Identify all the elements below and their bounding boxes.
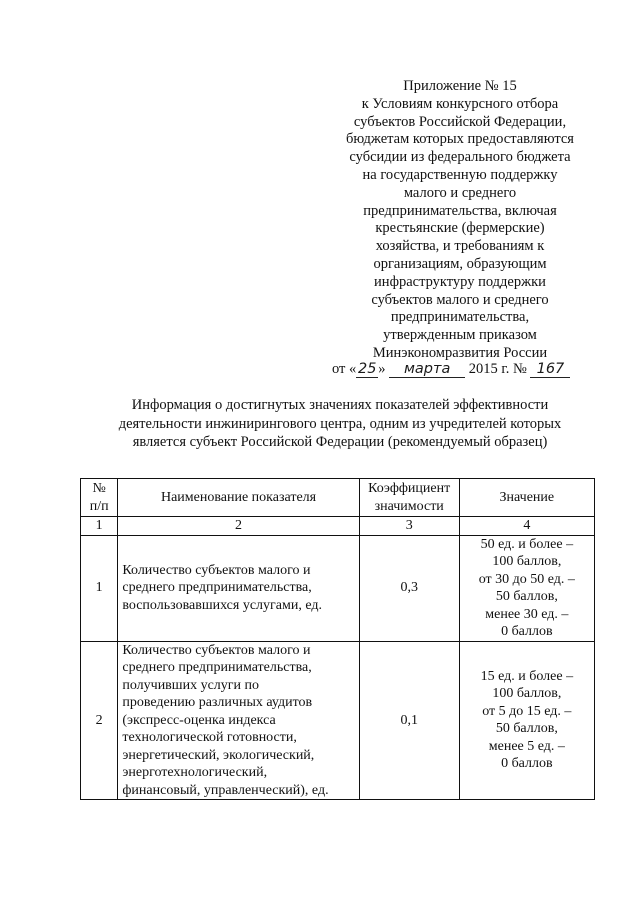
header-value: Значение [459, 479, 594, 517]
index-cell: 1 [81, 517, 118, 536]
appendix-line: бюджетам которых предоставляются [346, 131, 574, 148]
appendix-line: организациям, образующим [373, 255, 547, 272]
appendix-line: субъектов малого и среднего [371, 291, 549, 308]
row-indicator-name: Количество субъектов малого и среднего предпринимательства, получивших услуги по проведению различных аудитов (экспресс-оценка индекса технологической готовности, энергетический, экологический, энерготехнологический, финансовый, управленческий), ед. [118, 641, 359, 800]
row-coef: 0,1 [359, 641, 459, 800]
order-date-line [332, 360, 632, 378]
header-num: № п/п [81, 479, 118, 517]
row-coef: 0,3 [359, 535, 459, 641]
document-title [60, 396, 620, 452]
appendix-line: Минэкономразвития России [372, 344, 548, 361]
appendix-line: к Условиям конкурсного отбора [361, 95, 559, 112]
header-coef: Коэффициент значимости [359, 479, 459, 517]
date-mid: » [378, 361, 386, 377]
indicators-table [80, 478, 595, 800]
table-row [81, 641, 595, 800]
title-line: Информация о достигнутых значениях показателей эффективности [131, 397, 549, 413]
row-num: 2 [81, 641, 118, 800]
appendix-line: субъектов Российской Федерации, [353, 113, 567, 130]
appendix-line: малого и среднего [403, 184, 517, 201]
row-num: 1 [81, 535, 118, 641]
title-line: деятельности инжинирингового центра, одним из учредителей которых [118, 415, 562, 432]
appendix-line: хозяйства, и требованиям к [375, 238, 545, 255]
year-text: 2015 г. № [468, 361, 527, 377]
row-value: 15 ед. и более – 100 баллов, от 5 до 15 ед. – 50 баллов, менее 5 ед. – 0 баллов [459, 641, 594, 800]
appendix-line: на государственную поддержку [362, 166, 558, 183]
appendix-line: утвержденным приказом [383, 327, 537, 344]
appendix-line: крестьянские (фермерские) [375, 220, 545, 237]
header-name: Наименование показателя [118, 479, 359, 517]
appendix-line: предпринимательства, [390, 309, 530, 326]
appendix-line: субсидии из федерального бюджета [349, 149, 571, 166]
handwritten-month: марта [389, 361, 465, 378]
date-prefix: от « [332, 361, 357, 377]
index-cell: 4 [459, 517, 594, 536]
appendix-line: инфраструктуру поддержки [374, 273, 546, 290]
table-index-row [81, 517, 595, 536]
handwritten-day: 25 [358, 361, 377, 377]
row-indicator-name: Количество субъектов малого и среднего предпринимательства, воспользовавшихся услугами, ед. [118, 535, 359, 641]
index-cell: 3 [359, 517, 459, 536]
title-line: является субъект Российской Федерации (рекомендуемый образец) [132, 434, 548, 450]
row-value: 50 ед. и более – 100 баллов, от 30 до 50 ед. – 50 баллов, менее 30 ед. – 0 баллов [459, 535, 594, 641]
appendix-line: Приложение № 15 [403, 78, 517, 94]
index-cell: 2 [118, 517, 359, 536]
table-row [81, 535, 595, 641]
handwritten-order-number: 167 [530, 361, 570, 378]
appendix-line: предпринимательства, включая [363, 202, 557, 219]
table-header-row [81, 479, 595, 517]
appendix-block [330, 78, 590, 363]
